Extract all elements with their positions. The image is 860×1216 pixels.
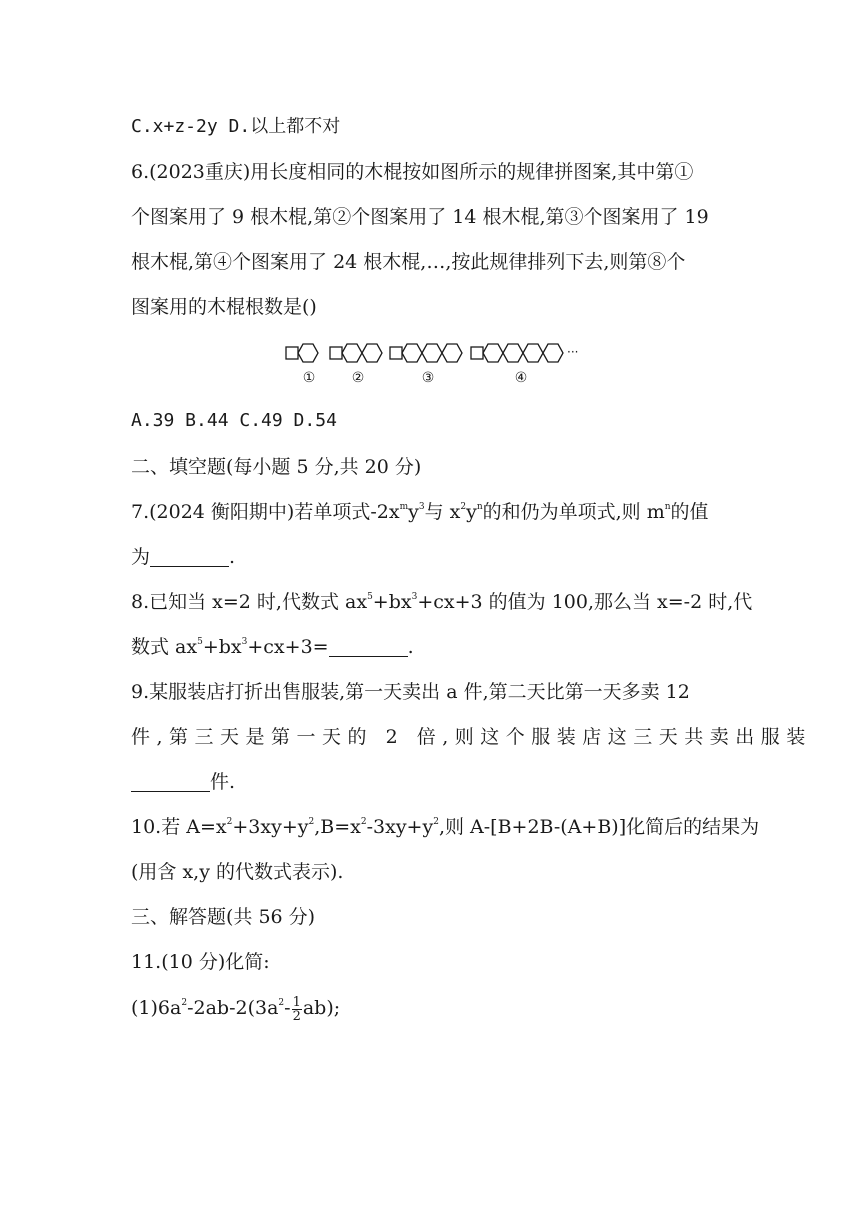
option-line-cd: C.x+z-2y D.以上都不对 [131, 116, 341, 137]
question-10-line-2: (用含 x,y 的代数式表示). [131, 861, 344, 883]
question-7-line-1: 7.(2024 衡阳期中)若单项式$-2x^my^3$与 $x^2y^n$的和仍为单项式,则 $m^n$的值 [131, 501, 709, 523]
section-3-heading: 三、解答题(共 56 分) [131, 906, 316, 928]
question-7-line-2: 为 . [131, 546, 236, 568]
question-6-line-2: 个图案用了 9 根木棍,第②个图案用了 14 根木棍,第③个图案用了 19 [131, 206, 709, 228]
stick-pattern-figure [284, 338, 584, 390]
answer-blank[interactable] [150, 548, 229, 567]
question-6-line-1: 6.(2023重庆)用长度相同的木棍按如图所示的规律拼图案,其中第① [131, 161, 694, 183]
section-2-heading: 二、填空题(每小题 5 分,共 20 分) [131, 456, 422, 478]
fraction-one-half: $\frac{1}{2}$ [292, 994, 301, 1024]
question-9-line-3: 件. [131, 769, 235, 795]
question-6-line-4: 图案用的木棍根数是() [131, 296, 317, 318]
question-11-heading: 11.(10 分)化简: [131, 951, 270, 973]
question-6-options: A.39 B.44 C.49 D.54 [131, 410, 337, 431]
figure-label-2: ② [351, 370, 365, 386]
figure-label-4: ④ [514, 370, 528, 386]
answer-blank[interactable] [131, 773, 210, 792]
question-6-line-3: 根木棍,第④个图案用了 24 根木棍,…,按此规律排列下去,则第⑧个 [131, 251, 686, 273]
question-8-line-2: 数式 $ax^5+bx^3+cx+3=$ . [131, 636, 414, 658]
question-9-line-2: 件,第三天是第一天的 2 倍,则这个服装店这三天共卖出服装 [131, 726, 812, 748]
figure-label-3: ③ [421, 370, 435, 386]
question-10-line-1: 10.若 $A=x^2+3xy+y^2,B=x^2-3xy+y^2$,则 A-[B+2B-(A+B)]化简后的结果为 [131, 816, 760, 838]
question-9-line-1: 9.某服装店打折出售服装,第一天卖出 a 件,第二天比第一天多卖 12 [131, 681, 690, 703]
answer-blank[interactable] [329, 638, 408, 657]
figure-ellipsis: ··· [567, 345, 579, 359]
figure-label-1: ① [302, 370, 316, 386]
question-8-line-1: 8.已知当 x=2 时,代数式 $ax^5+bx^3+cx+3$ 的值为 100,那么当 x=-2 时,代 [131, 591, 753, 613]
question-11-part-1: $(1)6a^2-2ab-2(3a^2-$ $\frac{1}{2}$ ab); [131, 994, 341, 1024]
